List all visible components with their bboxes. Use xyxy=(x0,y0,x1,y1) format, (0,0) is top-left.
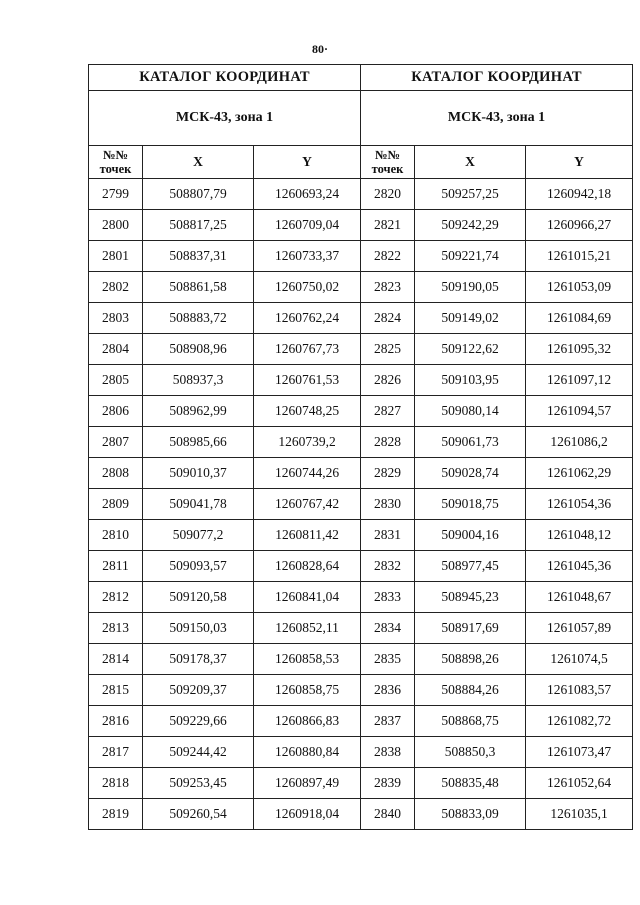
table-row xyxy=(361,582,633,613)
cell-x: 509077,2 xyxy=(143,520,254,551)
cell-point-number: 2832 xyxy=(361,551,415,582)
catalog-body xyxy=(361,179,633,830)
cell-point-number: 2800 xyxy=(89,210,143,241)
table-row xyxy=(89,675,361,706)
table-row xyxy=(361,613,633,644)
table-row xyxy=(89,241,361,272)
cell-x: 509244,42 xyxy=(143,737,254,768)
cell-x: 509041,78 xyxy=(143,489,254,520)
coordinate-catalog-right xyxy=(360,64,633,830)
cell-y: 1261082,72 xyxy=(526,706,633,737)
cell-point-number: 2799 xyxy=(89,179,143,210)
cell-point-number: 2805 xyxy=(89,365,143,396)
cell-x: 508917,69 xyxy=(415,613,526,644)
cell-x: 509253,45 xyxy=(143,768,254,799)
cell-x: 509028,74 xyxy=(415,458,526,489)
cell-x: 509150,03 xyxy=(143,613,254,644)
cell-x: 508861,58 xyxy=(143,272,254,303)
cell-y: 1260858,53 xyxy=(254,644,361,675)
cell-point-number: 2814 xyxy=(89,644,143,675)
cell-point-number: 2810 xyxy=(89,520,143,551)
table-row xyxy=(361,799,633,830)
cell-y: 1261048,12 xyxy=(526,520,633,551)
cell-point-number: 2806 xyxy=(89,396,143,427)
table-row xyxy=(89,489,361,520)
table-row xyxy=(89,303,361,334)
cell-y: 1261086,2 xyxy=(526,427,633,458)
cell-point-number: 2820 xyxy=(361,179,415,210)
cell-y: 1260761,53 xyxy=(254,365,361,396)
cell-x: 509190,05 xyxy=(415,272,526,303)
cell-x: 509221,74 xyxy=(415,241,526,272)
cell-y: 1260767,73 xyxy=(254,334,361,365)
cell-y: 1260750,02 xyxy=(254,272,361,303)
cell-point-number: 2823 xyxy=(361,272,415,303)
table-row xyxy=(361,737,633,768)
cell-x: 509103,95 xyxy=(415,365,526,396)
cell-x: 509257,25 xyxy=(415,179,526,210)
cell-y: 1261094,57 xyxy=(526,396,633,427)
cell-x: 509209,37 xyxy=(143,675,254,706)
cell-y: 1260841,04 xyxy=(254,582,361,613)
cell-x: 509120,58 xyxy=(143,582,254,613)
cell-x: 509149,02 xyxy=(415,303,526,334)
cell-point-number: 2834 xyxy=(361,613,415,644)
cell-y: 1260748,25 xyxy=(254,396,361,427)
cell-x: 508835,48 xyxy=(415,768,526,799)
cell-x: 509178,37 xyxy=(143,644,254,675)
cell-x: 508837,31 xyxy=(143,241,254,272)
cell-point-number: 2828 xyxy=(361,427,415,458)
cell-x: 508937,3 xyxy=(143,365,254,396)
cell-point-number: 2837 xyxy=(361,706,415,737)
table-row xyxy=(361,551,633,582)
cell-y: 1260744,26 xyxy=(254,458,361,489)
cell-point-number: 2821 xyxy=(361,210,415,241)
cell-y: 1260897,49 xyxy=(254,768,361,799)
table-row xyxy=(361,334,633,365)
table-row xyxy=(89,582,361,613)
catalog-title: КАТАЛОГ КООРДИНАТ xyxy=(361,65,633,91)
table-row xyxy=(89,179,361,210)
table-row xyxy=(89,644,361,675)
cell-x: 508898,26 xyxy=(415,644,526,675)
column-header-x: X xyxy=(143,146,254,179)
table-row xyxy=(89,458,361,489)
table-row xyxy=(361,768,633,799)
table-row xyxy=(361,241,633,272)
cell-y: 1260693,24 xyxy=(254,179,361,210)
table-row xyxy=(361,210,633,241)
cell-y: 1260918,04 xyxy=(254,799,361,830)
table-row xyxy=(89,551,361,582)
cell-point-number: 2807 xyxy=(89,427,143,458)
table-row xyxy=(89,334,361,365)
cell-point-number: 2808 xyxy=(89,458,143,489)
cell-point-number: 2809 xyxy=(89,489,143,520)
cell-x: 508850,3 xyxy=(415,737,526,768)
cell-point-number: 2827 xyxy=(361,396,415,427)
cell-x: 509010,37 xyxy=(143,458,254,489)
cell-point-number: 2812 xyxy=(89,582,143,613)
table-row xyxy=(361,303,633,334)
table-row xyxy=(361,644,633,675)
catalog-subtitle: МСК-43, зона 1 xyxy=(89,91,361,146)
cell-y: 1261045,36 xyxy=(526,551,633,582)
table-row xyxy=(89,396,361,427)
catalog-subtitle: МСК-43, зона 1 xyxy=(361,91,633,146)
column-header-point-number-line1: №№ xyxy=(102,148,129,162)
cell-y: 1261057,89 xyxy=(526,613,633,644)
table-row xyxy=(361,427,633,458)
cell-y: 1261084,69 xyxy=(526,303,633,334)
cell-x: 509242,29 xyxy=(415,210,526,241)
table-row xyxy=(89,737,361,768)
cell-x: 508985,66 xyxy=(143,427,254,458)
cell-y: 1260767,42 xyxy=(254,489,361,520)
cell-y: 1261097,12 xyxy=(526,365,633,396)
table-row xyxy=(361,675,633,706)
cell-point-number: 2838 xyxy=(361,737,415,768)
cell-point-number: 2829 xyxy=(361,458,415,489)
table-row xyxy=(361,272,633,303)
cell-point-number: 2818 xyxy=(89,768,143,799)
cell-x: 508833,09 xyxy=(415,799,526,830)
cell-point-number: 2802 xyxy=(89,272,143,303)
cell-point-number: 2813 xyxy=(89,613,143,644)
cell-point-number: 2835 xyxy=(361,644,415,675)
table-row xyxy=(361,458,633,489)
column-header-point-number xyxy=(361,146,415,179)
cell-y: 1260880,84 xyxy=(254,737,361,768)
cell-x: 509018,75 xyxy=(415,489,526,520)
cell-y: 1261054,36 xyxy=(526,489,633,520)
cell-y: 1260709,04 xyxy=(254,210,361,241)
cell-point-number: 2801 xyxy=(89,241,143,272)
table-row xyxy=(89,365,361,396)
cell-x: 509122,62 xyxy=(415,334,526,365)
cell-x: 508868,75 xyxy=(415,706,526,737)
cell-point-number: 2840 xyxy=(361,799,415,830)
cell-x: 508908,96 xyxy=(143,334,254,365)
cell-y: 1261035,1 xyxy=(526,799,633,830)
cell-x: 508884,26 xyxy=(415,675,526,706)
cell-x: 509004,16 xyxy=(415,520,526,551)
cell-y: 1261062,29 xyxy=(526,458,633,489)
cell-y: 1260739,2 xyxy=(254,427,361,458)
cell-y: 1261073,47 xyxy=(526,737,633,768)
cell-y: 1260828,64 xyxy=(254,551,361,582)
cell-point-number: 2816 xyxy=(89,706,143,737)
table-row xyxy=(89,768,361,799)
column-header-point-number-line1: №№ xyxy=(374,148,401,162)
cell-point-number: 2839 xyxy=(361,768,415,799)
cell-point-number: 2830 xyxy=(361,489,415,520)
cell-y: 1260866,83 xyxy=(254,706,361,737)
table-row xyxy=(361,489,633,520)
cell-point-number: 2819 xyxy=(89,799,143,830)
cell-y: 1260762,24 xyxy=(254,303,361,334)
cell-y: 1261015,21 xyxy=(526,241,633,272)
cell-point-number: 2815 xyxy=(89,675,143,706)
table-row xyxy=(89,799,361,830)
cell-y: 1261083,57 xyxy=(526,675,633,706)
table-row xyxy=(89,520,361,551)
cell-x: 509061,73 xyxy=(415,427,526,458)
cell-y: 1260858,75 xyxy=(254,675,361,706)
catalog-body xyxy=(89,179,361,830)
coordinate-catalog-left xyxy=(88,64,361,830)
cell-x: 509260,54 xyxy=(143,799,254,830)
cell-y: 1260733,37 xyxy=(254,241,361,272)
table-row xyxy=(89,210,361,241)
cell-x: 508977,45 xyxy=(415,551,526,582)
column-header-point-number-line2: точек xyxy=(99,162,132,176)
cell-point-number: 2826 xyxy=(361,365,415,396)
table-row xyxy=(89,706,361,737)
cell-point-number: 2803 xyxy=(89,303,143,334)
table-row xyxy=(89,613,361,644)
cell-x: 509229,66 xyxy=(143,706,254,737)
column-header-y: Y xyxy=(254,146,361,179)
cell-point-number: 2831 xyxy=(361,520,415,551)
cell-x: 508945,23 xyxy=(415,582,526,613)
cell-x: 509093,57 xyxy=(143,551,254,582)
column-header-point-number xyxy=(89,146,143,179)
cell-x: 508807,79 xyxy=(143,179,254,210)
cell-x: 509080,14 xyxy=(415,396,526,427)
cell-y: 1260966,27 xyxy=(526,210,633,241)
cell-y: 1261053,09 xyxy=(526,272,633,303)
cell-point-number: 2833 xyxy=(361,582,415,613)
table-row xyxy=(89,272,361,303)
cell-point-number: 2825 xyxy=(361,334,415,365)
cell-point-number: 2836 xyxy=(361,675,415,706)
cell-x: 508883,72 xyxy=(143,303,254,334)
table-row xyxy=(361,396,633,427)
cell-y: 1261074,5 xyxy=(526,644,633,675)
cell-y: 1261095,32 xyxy=(526,334,633,365)
page-number: 80· xyxy=(311,42,328,56)
cell-point-number: 2824 xyxy=(361,303,415,334)
column-header-x: X xyxy=(415,146,526,179)
column-header-point-number-line2: точек xyxy=(371,162,404,176)
cell-y: 1261052,64 xyxy=(526,768,633,799)
cell-y: 1260852,11 xyxy=(254,613,361,644)
table-row xyxy=(89,427,361,458)
cell-y: 1261048,67 xyxy=(526,582,633,613)
cell-point-number: 2817 xyxy=(89,737,143,768)
cell-point-number: 2822 xyxy=(361,241,415,272)
cell-x: 508962,99 xyxy=(143,396,254,427)
catalog-title: КАТАЛОГ КООРДИНАТ xyxy=(89,65,361,91)
cell-y: 1260942,18 xyxy=(526,179,633,210)
cell-y: 1260811,42 xyxy=(254,520,361,551)
column-header-y: Y xyxy=(526,146,633,179)
cell-point-number: 2811 xyxy=(89,551,143,582)
table-row xyxy=(361,520,633,551)
cell-point-number: 2804 xyxy=(89,334,143,365)
cell-x: 508817,25 xyxy=(143,210,254,241)
table-row xyxy=(361,706,633,737)
table-row xyxy=(361,179,633,210)
table-row xyxy=(361,365,633,396)
